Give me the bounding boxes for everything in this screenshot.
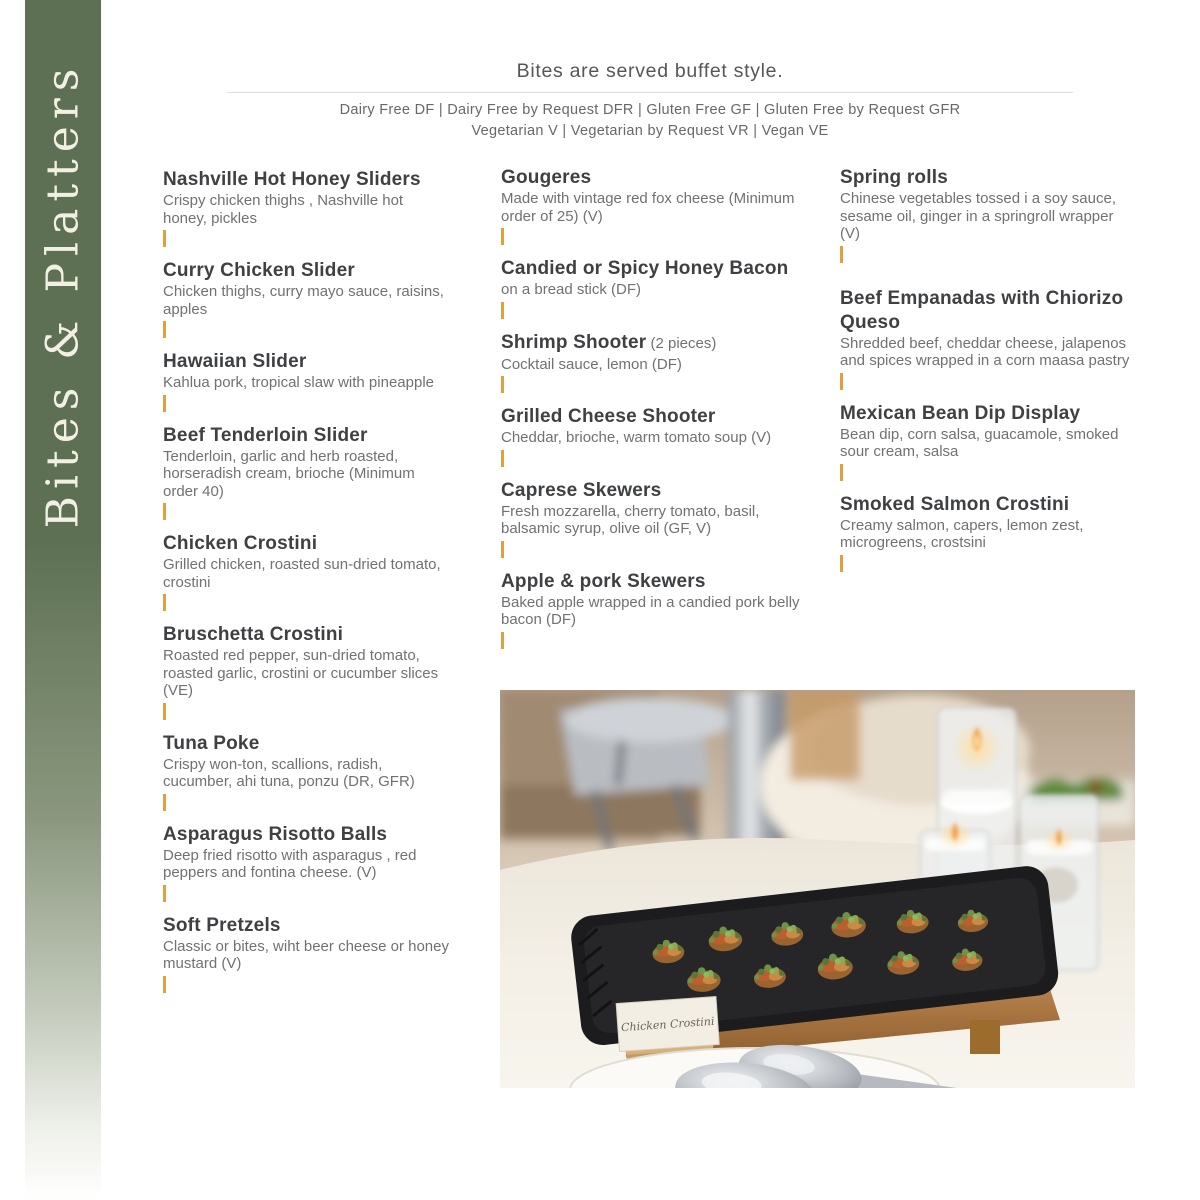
- place-card-label: Chicken Crostini: [620, 1014, 715, 1035]
- item-description: Creamy salmon, capers, lemon zest, microgreens, crostsini: [840, 516, 1084, 551]
- menu-item: [840, 166, 1136, 263]
- item-name: Tuna Poke: [163, 732, 260, 754]
- menu-item: [501, 405, 801, 467]
- item-name: Smoked Salmon Crostini: [840, 493, 1070, 515]
- sidebar: [25, 0, 101, 1200]
- dietary-legend-line1: Dairy Free DF | Dairy Free by Request DFR | Gluten Free GF | Gluten Free by Request GFR: [339, 102, 961, 118]
- price-marker: [840, 464, 843, 481]
- price-marker: [163, 594, 166, 611]
- item-description: Shredded beef, cheddar cheese, jalapenos and spices wrapped in a corn maasa pastry: [840, 334, 1130, 369]
- price-marker: [501, 228, 504, 245]
- menu-item: [501, 331, 801, 394]
- price-marker: [163, 321, 166, 338]
- price-marker: [840, 555, 843, 572]
- item-name: Curry Chicken Slider: [163, 260, 355, 281]
- item-description: Made with vintage red fox cheese (Minimum order of 25) (V): [501, 190, 795, 225]
- item-name: Hawaiian Slider: [163, 351, 307, 372]
- item-description: Deep fried risotto with asparagus , red peppers and fontina cheese. (V): [163, 846, 417, 881]
- item-description: Chicken thighs, curry mayo sauce, raisins, apples: [163, 283, 444, 318]
- menu-column-1: [163, 168, 451, 1005]
- item-name: Spring rolls: [840, 167, 948, 188]
- menu-item: [163, 623, 451, 720]
- item-name: Bruschetta Crostini: [163, 624, 344, 645]
- item-description: Crispy chicken thighs , Nashville hot honey, pickles: [163, 192, 404, 227]
- price-marker: [840, 373, 843, 390]
- menu-column-3: [840, 166, 1136, 584]
- price-marker: [163, 976, 166, 993]
- price-marker: [501, 450, 504, 467]
- menu-item: [840, 287, 1136, 390]
- dietary-legend-line2: Vegetarian V | Vegetarian by Request VR | Vegan VE: [471, 123, 829, 139]
- photo-illustration: [500, 690, 1135, 1088]
- price-marker: [501, 376, 504, 393]
- menu-item: [163, 350, 451, 412]
- item-description: Roasted red pepper, sun-dried tomato, roasted garlic, crostini or cucumber slices (VE): [163, 647, 439, 699]
- menu-item: [840, 402, 1136, 481]
- item-name: Beef Tenderloin Slider: [163, 424, 368, 446]
- item-name: Gougeres: [501, 167, 592, 188]
- menu-column-2: [501, 166, 801, 661]
- price-marker: [840, 246, 843, 263]
- item-description: Cocktail sauce, lemon (DF): [501, 355, 682, 373]
- price-marker: [501, 632, 504, 649]
- item-description: Cheddar, brioche, warm tomato soup (V): [501, 429, 772, 446]
- item-name: Candied or Spicy Honey Bacon: [501, 258, 789, 279]
- item-name: Asparagus Risotto Balls: [163, 823, 388, 845]
- item-name: Caprese Skewers: [501, 479, 662, 501]
- price-marker: [163, 794, 166, 811]
- price-marker: [163, 395, 166, 412]
- menu-photo: [500, 690, 1135, 1088]
- item-name: Soft Pretzels: [163, 914, 281, 936]
- item-description: Kahlua pork, tropical slaw with pineapple: [163, 374, 434, 391]
- menu-item: [163, 732, 451, 811]
- menu-item: [840, 493, 1136, 572]
- menu-item: [163, 259, 451, 338]
- menu-item: [501, 166, 801, 245]
- item-description: Fresh mozzarella, cherry tomato, basil, balsamic syrup, olive oil (GF, V): [501, 502, 760, 537]
- item-name: Chicken Crostini: [163, 533, 318, 554]
- item-name: Beef Empanadas with Chiorizo Queso: [840, 287, 1124, 333]
- item-name: Mexican Bean Dip Display: [840, 402, 1081, 424]
- item-name: [501, 331, 801, 356]
- item-name: Nashville Hot Honey Sliders: [163, 169, 421, 190]
- price-marker: [163, 703, 166, 720]
- tagline: Bites are served buffet style.: [516, 60, 784, 82]
- item-description: Bean dip, corn salsa, guacamole, smoked sour cream, salsa: [840, 425, 1119, 460]
- menu-item: [163, 823, 451, 902]
- price-marker: [501, 541, 504, 558]
- item-description: on a bread stick (DF): [501, 281, 642, 298]
- page-title: Bites & Platters: [37, 61, 89, 529]
- item-description: Chinese vegetables tossed i a soy sauce, sesame oil, ginger in a springroll wrapper (V): [840, 190, 1116, 242]
- item-description: Crispy won-ton, scallions, radish, cucumber, ahi tuna, ponzu (DR, GFR): [163, 755, 415, 790]
- menu-item: [163, 168, 451, 247]
- menu-item: [501, 570, 801, 649]
- item-description: Baked apple wrapped in a candied pork belly bacon (DF): [501, 593, 800, 628]
- item-description: Grilled chicken, roasted sun-dried tomato, crostini: [163, 556, 441, 591]
- header: [227, 60, 1073, 142]
- price-marker: [163, 885, 166, 902]
- price-marker: [163, 230, 166, 247]
- menu-item: [163, 532, 451, 611]
- item-description: Classic or bites, wiht beer cheese or honey mustard (V): [163, 937, 449, 972]
- item-name: Grilled Cheese Shooter: [501, 406, 716, 427]
- item-name-text: Shrimp Shooter: [501, 331, 647, 353]
- price-marker: [501, 302, 504, 319]
- item-description: Tenderloin, garlic and herb roasted, horseradish cream, brioche (Minimum order 40): [163, 447, 415, 500]
- menu-item: [501, 257, 801, 319]
- price-marker: [163, 503, 166, 520]
- item-name-suffix: (2 pieces): [646, 334, 717, 352]
- menu-item: [501, 479, 801, 558]
- menu-item: [163, 914, 451, 993]
- menu-item: [163, 424, 451, 521]
- header-divider: [227, 92, 1073, 93]
- item-name: Apple & pork Skewers: [501, 570, 706, 592]
